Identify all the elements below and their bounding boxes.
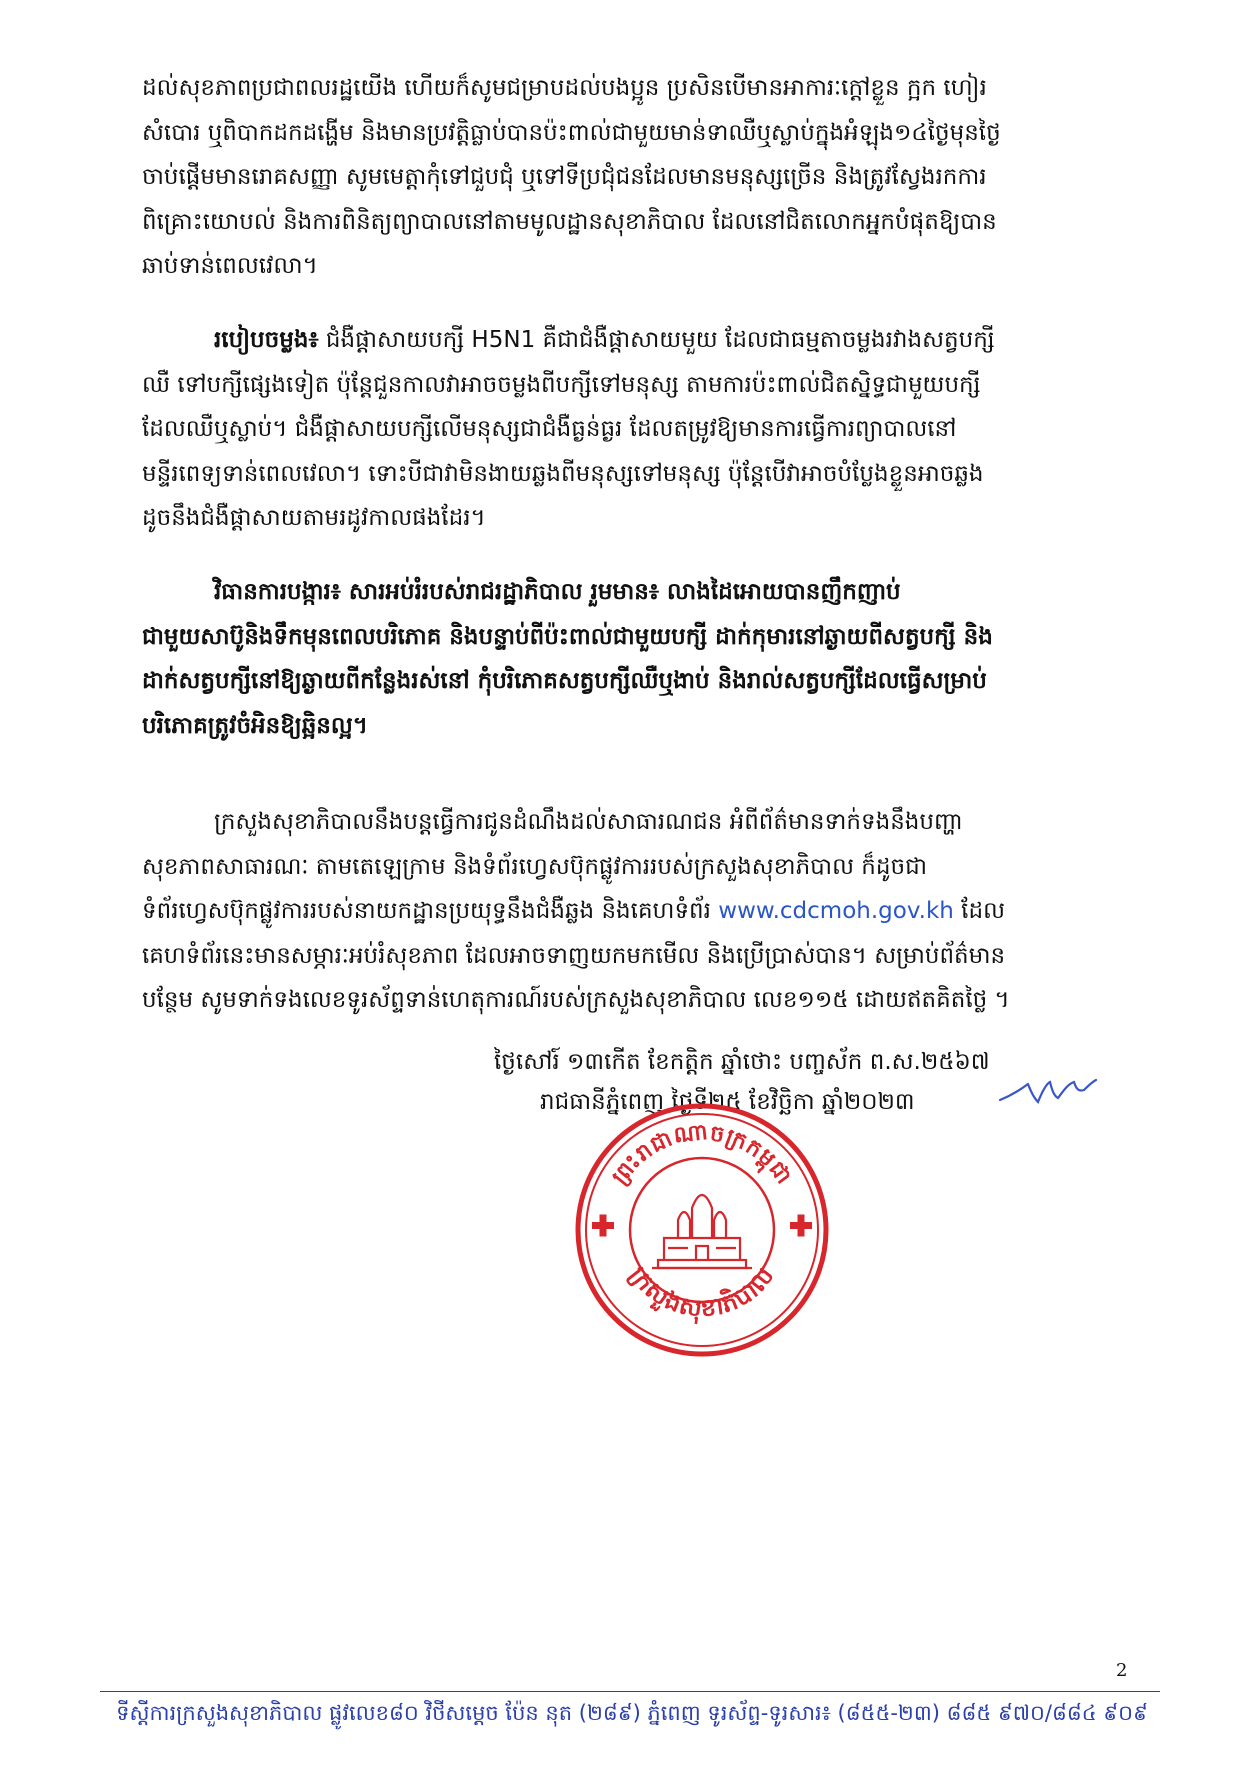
text-line: ឆាប់ទាន់ពេលវេលា។ [142, 253, 318, 279]
lunar-date: ថ្ងៃសៅរ៍ ១៣កើត ខែកត្តិក ឆ្នាំថោះ បញ្ចស័ក ព.ស.២៥៦៧ [494, 1049, 990, 1075]
text-line: ដែលឈឺឬស្លាប់។ ជំងឺផ្ដាសាយបក្សីលើមនុស្សជាជំងឺធ្ងន់ធ្ងរ ដែលតម្រូវឱ្យមានការធ្វើការព្យាបាលនៅ [142, 416, 957, 442]
text-line: សំបោរ ឬពិបាកដកដង្ហើម និងមានប្រវត្តិធ្លាប់បានប៉ះពាល់ជាមួយមាន់ទាឈឺឬស្លាប់ក្នុងអំឡុង១៤ថ្ងៃមុនថ្ងៃ [142, 119, 1001, 146]
ministry-seal [572, 1100, 832, 1360]
svg-text:ក្រសួងសុខាភិបាល: ក្រសួងសុខាភិបាល [624, 1260, 781, 1323]
page-number: 2 [1116, 1660, 1128, 1681]
text-line: ដែល [953, 898, 1005, 924]
text-line: សុខភាពសាធារណៈ តាមតេឡេក្រាម និងទំព័រហ្វេសប៊ុកផ្លូវការរបស់ក្រសួងសុខាភិបាល ក៏ដូចជា [142, 853, 927, 880]
text-line: បរិភោគត្រូវចំអិនឱ្យឆ្អិនល្អ។ [142, 712, 368, 739]
paragraph-information [142, 800, 1134, 1023]
text-line: ជាមួយសាប៊ូនិងទឹកមុនពេលបរិភោគ និងបន្ទាប់ពីប៉ះពាល់ជាមួយបក្សី ដាក់កុមារនៅឆ្ងាយពីសត្វបក្សី និង [142, 623, 993, 650]
solar-date: រាជធានីភ្នំពេញ ថ្ងៃទី២៥ ខែវិច្ឆិកា ឆ្នាំ២០២៣ [540, 1089, 915, 1115]
svg-text:ព្រះរាជាណាចក្រកម្ពុជា: ព្រះរាជាណាចក្រកម្ពុជា [607, 1119, 797, 1190]
text-line: ដូចនឹងជំងឺផ្ដាសាយតាមរដូវកាលផងដែរ។ [142, 505, 486, 531]
text-line: ក្រសួងសុខាភិបាលនឹងបន្តធ្វើការជូនដំណឹងដល់សាធារណជន អំពីព័ត៌មានទាក់ទងនឹងបញ្ហា [214, 809, 963, 835]
text-line: ជំងឺផ្ដាសាយបក្សី H5N1 គឺជាជំងឺផ្ដាសាយមួយ ដែលជាធម្មតាចម្លងរវាងសត្វបក្សី [318, 327, 995, 353]
paragraph-public-advice [142, 66, 1134, 289]
text-line: ឈឺ ទៅបក្សីផ្សេងទៀត ប៉ុន្តែជួនកាលវាអាចចម្លងពីបក្សីទៅមនុស្ស តាមការប៉ះពាល់ជិតស្និទ្ធជាមួយបក្សី [142, 371, 981, 398]
text-line: វិធានការបង្ការ៖ សារអប់រំរបស់រាជរដ្ឋាភិបាល រួមមាន៖ លាងដៃអោយបានញឹកញាប់ [214, 579, 901, 605]
text-line: មន្ទីរពេទ្យទាន់ពេលវេលា។ ទោះបីជាវាមិនងាយឆ្លងពីមនុស្សទៅមនុស្ស ប៉ុន្តែបើវាអាចបំប្លែងខ្លួនអាចឆ្លង [142, 460, 984, 487]
text-line: ដល់សុខភាពប្រជាពលរដ្ឋយើង ហើយក៏សូមជម្រាបដល់បងប្អូន ប្រសិនបើមានអាការៈក្ដៅខ្លួន ក្អក ហៀរ [142, 75, 987, 101]
paragraph-prevention [142, 570, 1134, 748]
text-line: ចាប់ផ្ដើមមានរោគសញ្ញា សូមមេត្តាកុំទៅជួបជុំ ឬទៅទីប្រជុំជនដែលមានមនុស្សច្រើន និងត្រូវស្វែងរកការ [142, 164, 987, 190]
text-line: បន្ថែម សូមទាក់ទងលេខទូរស័ព្ទទាន់ហេតុការណ៍របស់ក្រសួងសុខាភិបាល លេខ១១៥ ដោយឥតគិតថ្លៃ ។ [142, 987, 1010, 1013]
footer-address: ទីស្តីការក្រសួងសុខាភិបាល ផ្លូវលេខ៨០ វិថីសម្តេច ប៉ែន នុត (២៨៩) ភ្នំពេញ ទូរស័ព្ទ-ទូរសារ៖ (៨៥៥-២៣) ៨៨៥ ៩៧០/៨៨៤ ៩០៩ [116, 1701, 1148, 1725]
footer-divider [100, 1691, 1160, 1692]
text-line: ពិគ្រោះយោបល់ និងការពិនិត្យព្យាបាលនៅតាមមូលដ្ឋានសុខាភិបាល ដែលនៅជិតលោកអ្នកបំផុតឱ្យបាន [142, 208, 997, 235]
section-heading-transmission: របៀបចម្លង៖ [214, 327, 319, 353]
text-line: ទំព័រហ្វេសប៊ុកផ្លូវការរបស់នាយកដ្ឋានប្រយុទ្ធនឹងជំងឺឆ្លង និងគេហទំព័រ [142, 898, 719, 924]
paragraph-transmission [142, 318, 1134, 541]
signature-mark [998, 1072, 1098, 1112]
text-line: ដាក់សត្វបក្សីនៅឱ្យឆ្ងាយពីកន្លែងរស់នៅ កុំបរិភោគសត្វបក្សីឈឺឬងាប់ និងរាល់សត្វបក្សីដែលធ្វើសម្រាប់ [142, 668, 987, 694]
text-line: គេហទំព័រនេះមានសម្ភារៈអប់រំសុខភាព ដែលអាចទាញយកមកមើល និងប្រើប្រាស់បាន។ សម្រាប់ព័ត៌មាន [142, 942, 1006, 969]
website-link[interactable]: www.cdcmoh.gov.kh [718, 898, 954, 924]
